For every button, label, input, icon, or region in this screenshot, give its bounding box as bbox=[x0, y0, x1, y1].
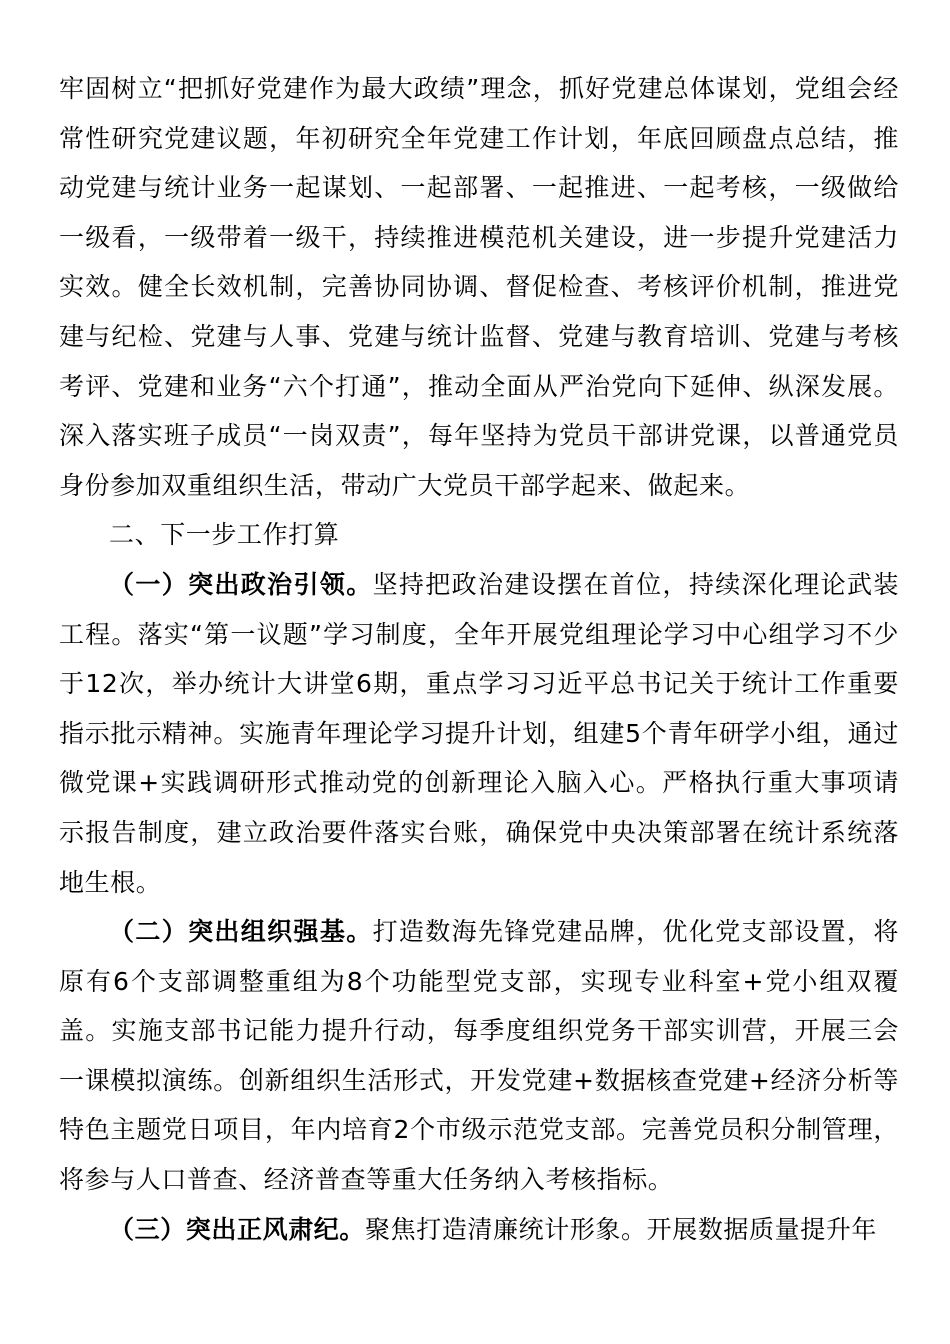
paragraph-political-guidance bbox=[59, 560, 899, 907]
paragraph-lead-heading: （三）突出正风肃纪。 bbox=[109, 1214, 366, 1244]
document-body bbox=[59, 64, 899, 1254]
paragraph-text: 聚焦打造清廉统计形象。开展数据质量提升年 bbox=[365, 1214, 878, 1244]
paragraph-text: 坚持把政治建设摆在首位，持续深化理论武装工程。落实“第一议题”学习制度，全年开展党组理论学习中心组学习不少于12次，举办统计大讲堂6期，重点学习习近平总书记关于统计工作重要指示批示精神。实施青年理论学习提升计划，组建5个青年研学小组，通过微党课+实践调研形式推动党的创新理论入脑入心。严格执行重大事项请示报告制度，建立政治要件落实台账，确保党中央决策部署在统计系统落地生根。 bbox=[59, 569, 899, 897]
paragraph-lead-heading: （二）突出组织强基。 bbox=[109, 917, 373, 947]
section-heading-next-steps bbox=[59, 510, 899, 560]
paragraph-discipline bbox=[59, 1205, 899, 1255]
paragraph-text: 牢固树立“把抓好党建作为最大政绩”理念，抓好党建总体谋划，党组会经常性研究党建议题，年初研究全年党建工作计划，年底回顾盘点总结，推动党建与统计业务一起谋划、一起部署、一起推进、一起考核，一级做给一级看，一级带着一级干，持续推进模范机关建设，进一步提升党建活力实效。健全长效机制，完善协同协调、督促检查、考核评价机制，推进党建与纪检、党建与人事、党建与统计监督、党建与教育培训、党建与考核考评、党建和业务“六个打通”，推动全面从严治党向下延伸、纵深发展。深入落实班子成员“一岗双责”，每年坚持为党员干部讲党课，以普通党员身份参加双重组织生活，带动广大党员干部学起来、做起来。 bbox=[59, 74, 899, 500]
paragraph-party-building-summary bbox=[59, 64, 899, 510]
paragraph-text: 打造数海先锋党建品牌，优化党支部设置，将原有6个支部调整重组为8个功能型党支部，实现专业科室+党小组双覆盖。实施支部书记能力提升行动，每季度组织党务干部实训营，开展三会一课模拟演练。创新组织生活形式，开发党建+数据核查党建+经济分析等特色主题党日项目，年内培育2个市级示范党支部。完善党员积分制管理，将参与人口普查、经济普查等重大任务纳入考核指标。 bbox=[59, 917, 899, 1195]
section-heading-text: 二、下一步工作打算 bbox=[109, 520, 340, 550]
paragraph-organization-strengthening bbox=[59, 907, 899, 1205]
paragraph-lead-heading: （一）突出政治引领。 bbox=[109, 569, 373, 599]
